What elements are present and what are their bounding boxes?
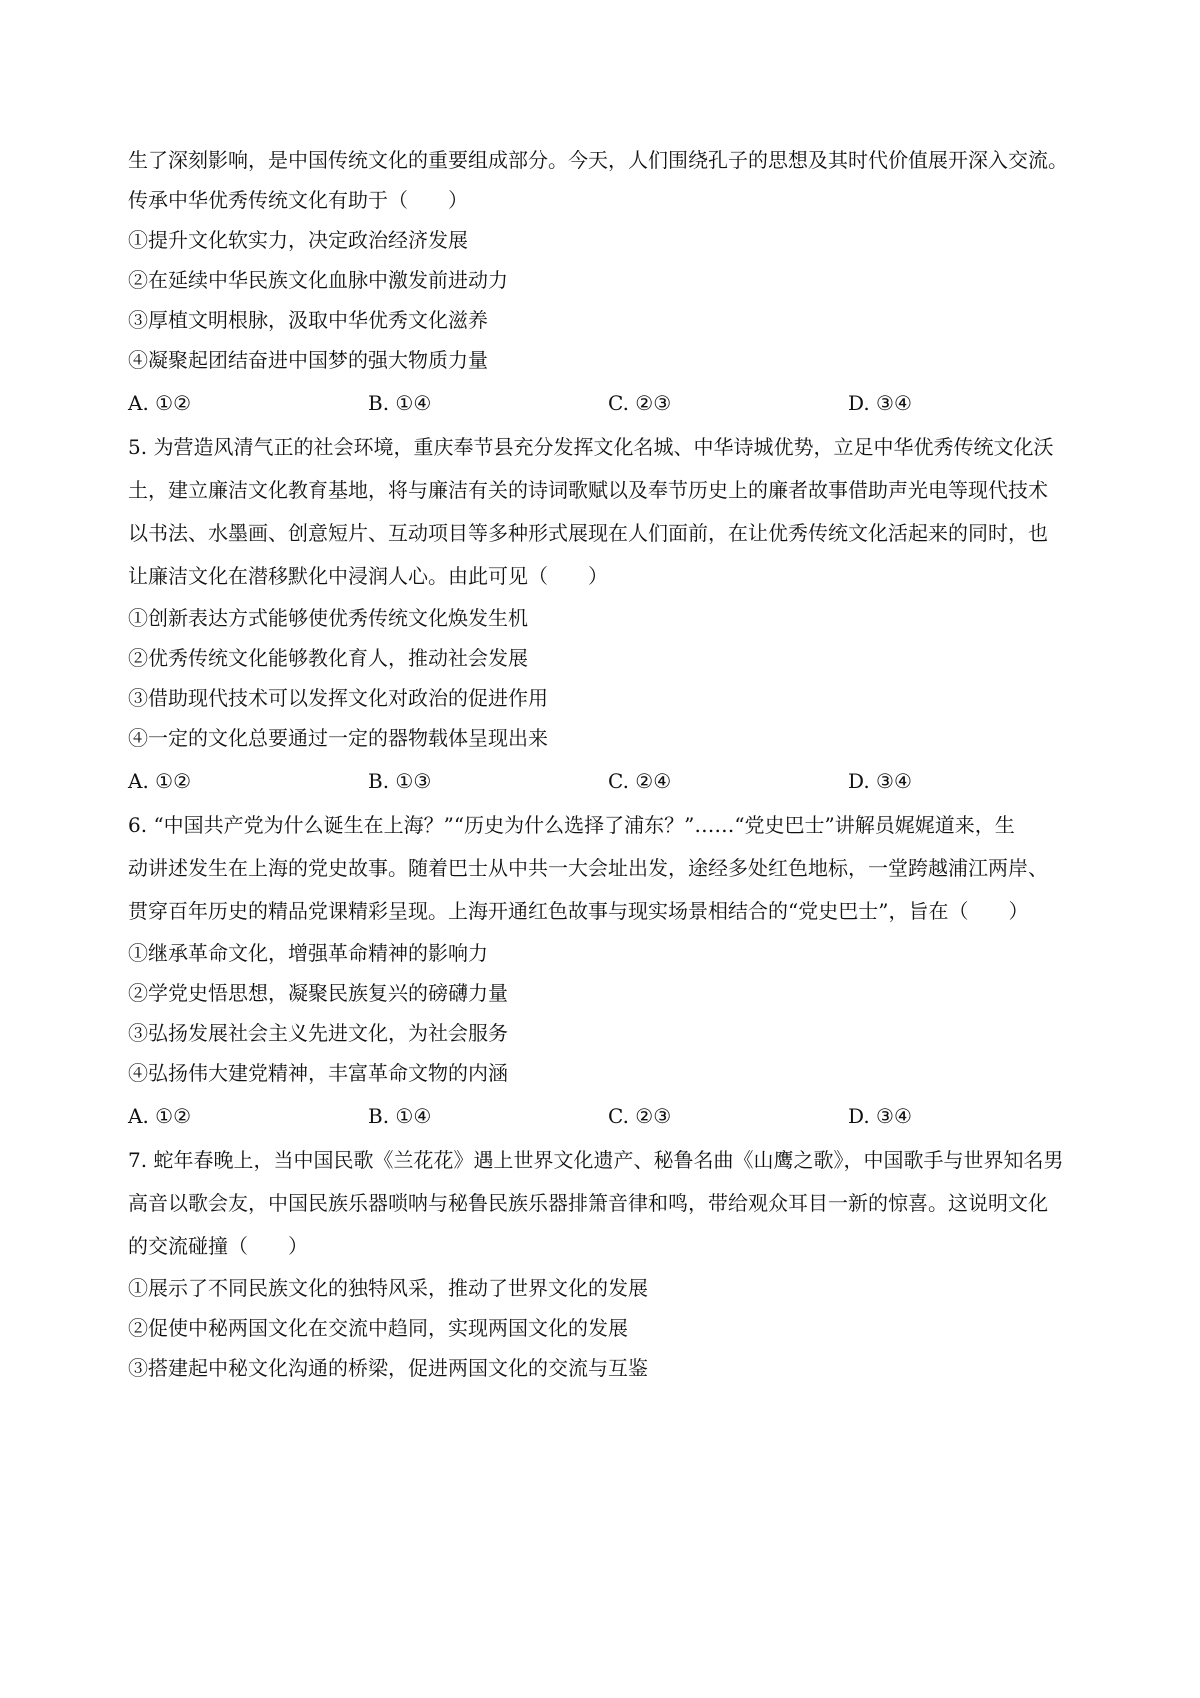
choice-a[interactable]: A. ①② [128,1104,192,1128]
choice-c[interactable]: C. ②③ [608,1104,672,1128]
question-5-stem-line: 5. 为营造风清气正的社会环境，重庆奉节县充分发挥文化名城、中华诗城优势，立足中华优秀传统文化沃 [128,435,1054,459]
question-6-option: ①继承革命文化，增强革命精神的影响力 [128,941,488,965]
question-4-option: ②在延续中华民族文化血脉中激发前进动力 [128,268,508,292]
page-content [128,140,1088,1388]
question-7-option: ③搭建起中秘文化沟通的桥梁，促进两国文化的交流与互鉴 [128,1356,648,1380]
question-4-stem-line: 传承中华优秀传统文化有助于（ ） [128,188,468,212]
question-7-stem-line: 7. 蛇年春晚上，当中国民歌《兰花花》遇上世界文化遗产、秘鲁名曲《山鹰之歌》，中国歌手与世界知名男 [128,1148,1064,1172]
question-7 [128,1139,1088,1388]
question-5-stem-line: 土，建立廉洁文化教育基地，将与廉洁有关的诗词歌赋以及奉节历史上的廉者故事借助声光电等现代技术 [128,478,1048,502]
question-5-option: ③借助现代技术可以发挥文化对政治的促进作用 [128,686,548,710]
question-6-stem-line: 动讲述发生在上海的党史故事。随着巴士从中共一大会址出发，途经多处红色地标，一堂跨越浦江两岸、 [128,856,1048,880]
question-6-option: ②学党史悟思想，凝聚民族复兴的磅礴力量 [128,981,508,1005]
choice-a[interactable]: A. ①② [128,391,192,415]
choice-c[interactable]: C. ②③ [608,391,672,415]
question-6-choices [128,1093,1088,1139]
choice-c[interactable]: C. ②④ [608,769,672,793]
choice-b[interactable]: B. ①④ [368,1104,432,1128]
question-6-stem-line: 贯穿百年历史的精品党课精彩呈现。上海开通红色故事与现实场景相结合的“党史巴士”，旨在（ ） [128,899,1029,923]
question-4-option: ①提升文化软实力，决定政治经济发展 [128,228,468,252]
question-6 [128,804,1088,1139]
question-6-option: ③弘扬发展社会主义先进文化，为社会服务 [128,1021,508,1045]
question-5-choices [128,758,1088,804]
question-4 [128,140,1088,426]
question-5-option: ②优秀传统文化能够教化育人，推动社会发展 [128,646,528,670]
question-7-stem-line: 的交流碰撞（ ） [128,1234,308,1258]
choice-d[interactable]: D. ③④ [848,769,912,793]
question-5-option: ④一定的文化总要通过一定的器物载体呈现出来 [128,726,548,750]
choice-b[interactable]: B. ①④ [368,391,432,415]
choice-d[interactable]: D. ③④ [848,1104,912,1128]
choice-a[interactable]: A. ①② [128,769,192,793]
question-7-option: ②促使中秘两国文化在交流中趋同，实现两国文化的发展 [128,1316,628,1340]
question-7-option: ①展示了不同民族文化的独特风采，推动了世界文化的发展 [128,1276,648,1300]
question-5-stem-line: 让廉洁文化在潜移默化中浸润人心。由此可见（ ） [128,564,608,588]
question-4-option: ④凝聚起团结奋进中国梦的强大物质力量 [128,348,488,372]
question-7-stem-line: 高音以歌会友，中国民族乐器唢呐与秘鲁民族乐器排箫音律和鸣，带给观众耳目一新的惊喜。这说明文化 [128,1191,1048,1215]
question-5-option: ①创新表达方式能够使优秀传统文化焕发生机 [128,606,528,630]
question-6-option: ④弘扬伟大建党精神，丰富革命文物的内涵 [128,1061,508,1085]
question-4-option: ③厚植文明根脉，汲取中华优秀文化滋养 [128,308,488,332]
choice-b[interactable]: B. ①③ [368,769,432,793]
question-4-choices [128,380,1088,426]
question-5-stem-line: 以书法、水墨画、创意短片、互动项目等多种形式展现在人们面前，在让优秀传统文化活起来的同时，也 [128,521,1048,545]
question-5 [128,426,1088,804]
question-6-stem-line: 6. “中国共产党为什么诞生在上海？”“历史为什么选择了浦东？”……“党史巴士”讲解员娓娓道来，生 [128,813,1015,837]
choice-d[interactable]: D. ③④ [848,391,912,415]
question-4-stem-line: 生了深刻影响，是中国传统文化的重要组成部分。今天，人们围绕孔子的思想及其时代价值展开深入交流。 [128,148,1068,172]
